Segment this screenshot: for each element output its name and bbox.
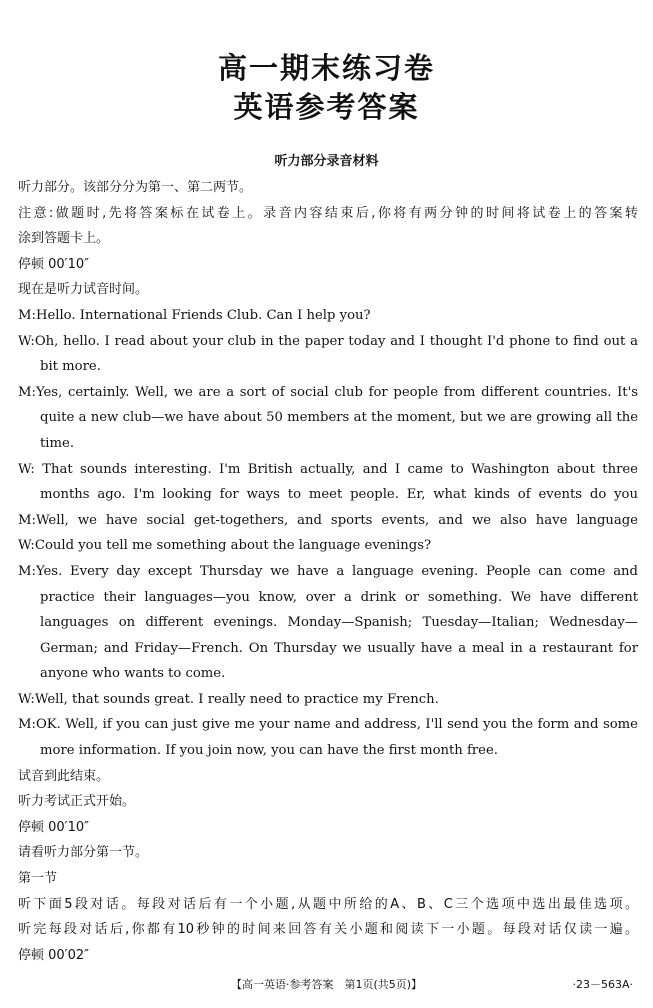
- transcript-line: 听完每段对话后,你都有10秒钟的时间来回答有关小题和阅读下一小题。每段对话仅读一遍。: [18, 922, 638, 938]
- transcript-line: 现在是听力试音时间。: [18, 282, 149, 298]
- transcript-line: W: That sounds interesting. I'm British actually, and I came to Washington about three: [18, 461, 638, 477]
- transcript-line: 第一节: [18, 871, 58, 887]
- transcript-line: M:Hello. International Friends Club. Can I help you?: [18, 307, 371, 323]
- transcript-line: bit more.: [40, 359, 101, 375]
- transcript-body: [18, 175, 638, 968]
- transcript-line: W:Oh, hello. I read about your club in the paper today and I thought I'd phone to find out a: [18, 333, 638, 349]
- page-footer: [0, 976, 653, 994]
- transcript-line: 请看听力部分第一节。: [18, 845, 149, 861]
- transcript-line: months ago. I'm looking for ways to meet people. Er, what kinds of events do you: [40, 487, 638, 503]
- transcript-line: 涂到答题卡上。: [18, 231, 110, 247]
- transcript-line: quite a new club—we have about 50 members at the moment, but we are growing all the: [40, 410, 638, 426]
- transcript-line: 听下面5段对话。每段对话后有一个小题,从题中所给的A、B、C三个选项中选出最佳选项。: [18, 896, 638, 912]
- transcript-line: German; and Friday—French. On Thursday we usually have a meal in a restaurant for: [40, 640, 638, 656]
- transcript-line: M:Well, we have social get-togethers, and sports events, and we also have language: [18, 512, 638, 528]
- transcript-line: 停顿 00′02″: [18, 947, 90, 963]
- transcript-line: M:OK. Well, if you can just give me your name and address, I'll send you the form and some: [18, 717, 638, 733]
- document-title: 高一期末练习卷: [217, 51, 435, 85]
- transcript-line: W:Could you tell me something about the language evenings?: [18, 538, 432, 554]
- transcript-line: 停顿 00′10″: [18, 256, 90, 272]
- transcript-line: more information. If you join now, you can have the first month free.: [40, 743, 498, 759]
- transcript-line: 试音到此结束。: [18, 768, 110, 784]
- transcript-line: 停顿 00′10″: [18, 819, 90, 835]
- footer-page-info: 【高一英语·参考答案 第1页(共5页)】: [230, 978, 423, 991]
- transcript-line: practice their languages—you know, over a drink or something. We have different: [40, 589, 638, 605]
- footer-code: ·23－563A·: [572, 978, 633, 991]
- transcript-line: languages on different evenings. Monday—Spanish; Tuesday—Italian; Wednesday—: [40, 615, 638, 631]
- transcript-line: M:Yes. Every day except Thursday we have a language evening. People can come and: [18, 563, 638, 579]
- transcript-line: 注意:做题时,先将答案标在试卷上。录音内容结束后,你将有两分钟的时间将试卷上的答案转: [18, 205, 638, 221]
- transcript-line: 听力考试正式开始。: [18, 794, 136, 810]
- transcript-line: anyone who wants to come.: [40, 666, 226, 682]
- document-subtitle: 英语参考答案: [233, 90, 420, 124]
- transcript-line: time.: [40, 435, 75, 451]
- transcript-line: W:Well, that sounds great. I really need to practice my French.: [18, 691, 439, 707]
- section-heading: 听力部分录音材料: [274, 154, 379, 169]
- transcript-line: 听力部分。该部分分为第一、第二两节。: [18, 180, 253, 195]
- transcript-line: M:Yes, certainly. Well, we are a sort of social club for people from different countries. It's: [18, 384, 638, 400]
